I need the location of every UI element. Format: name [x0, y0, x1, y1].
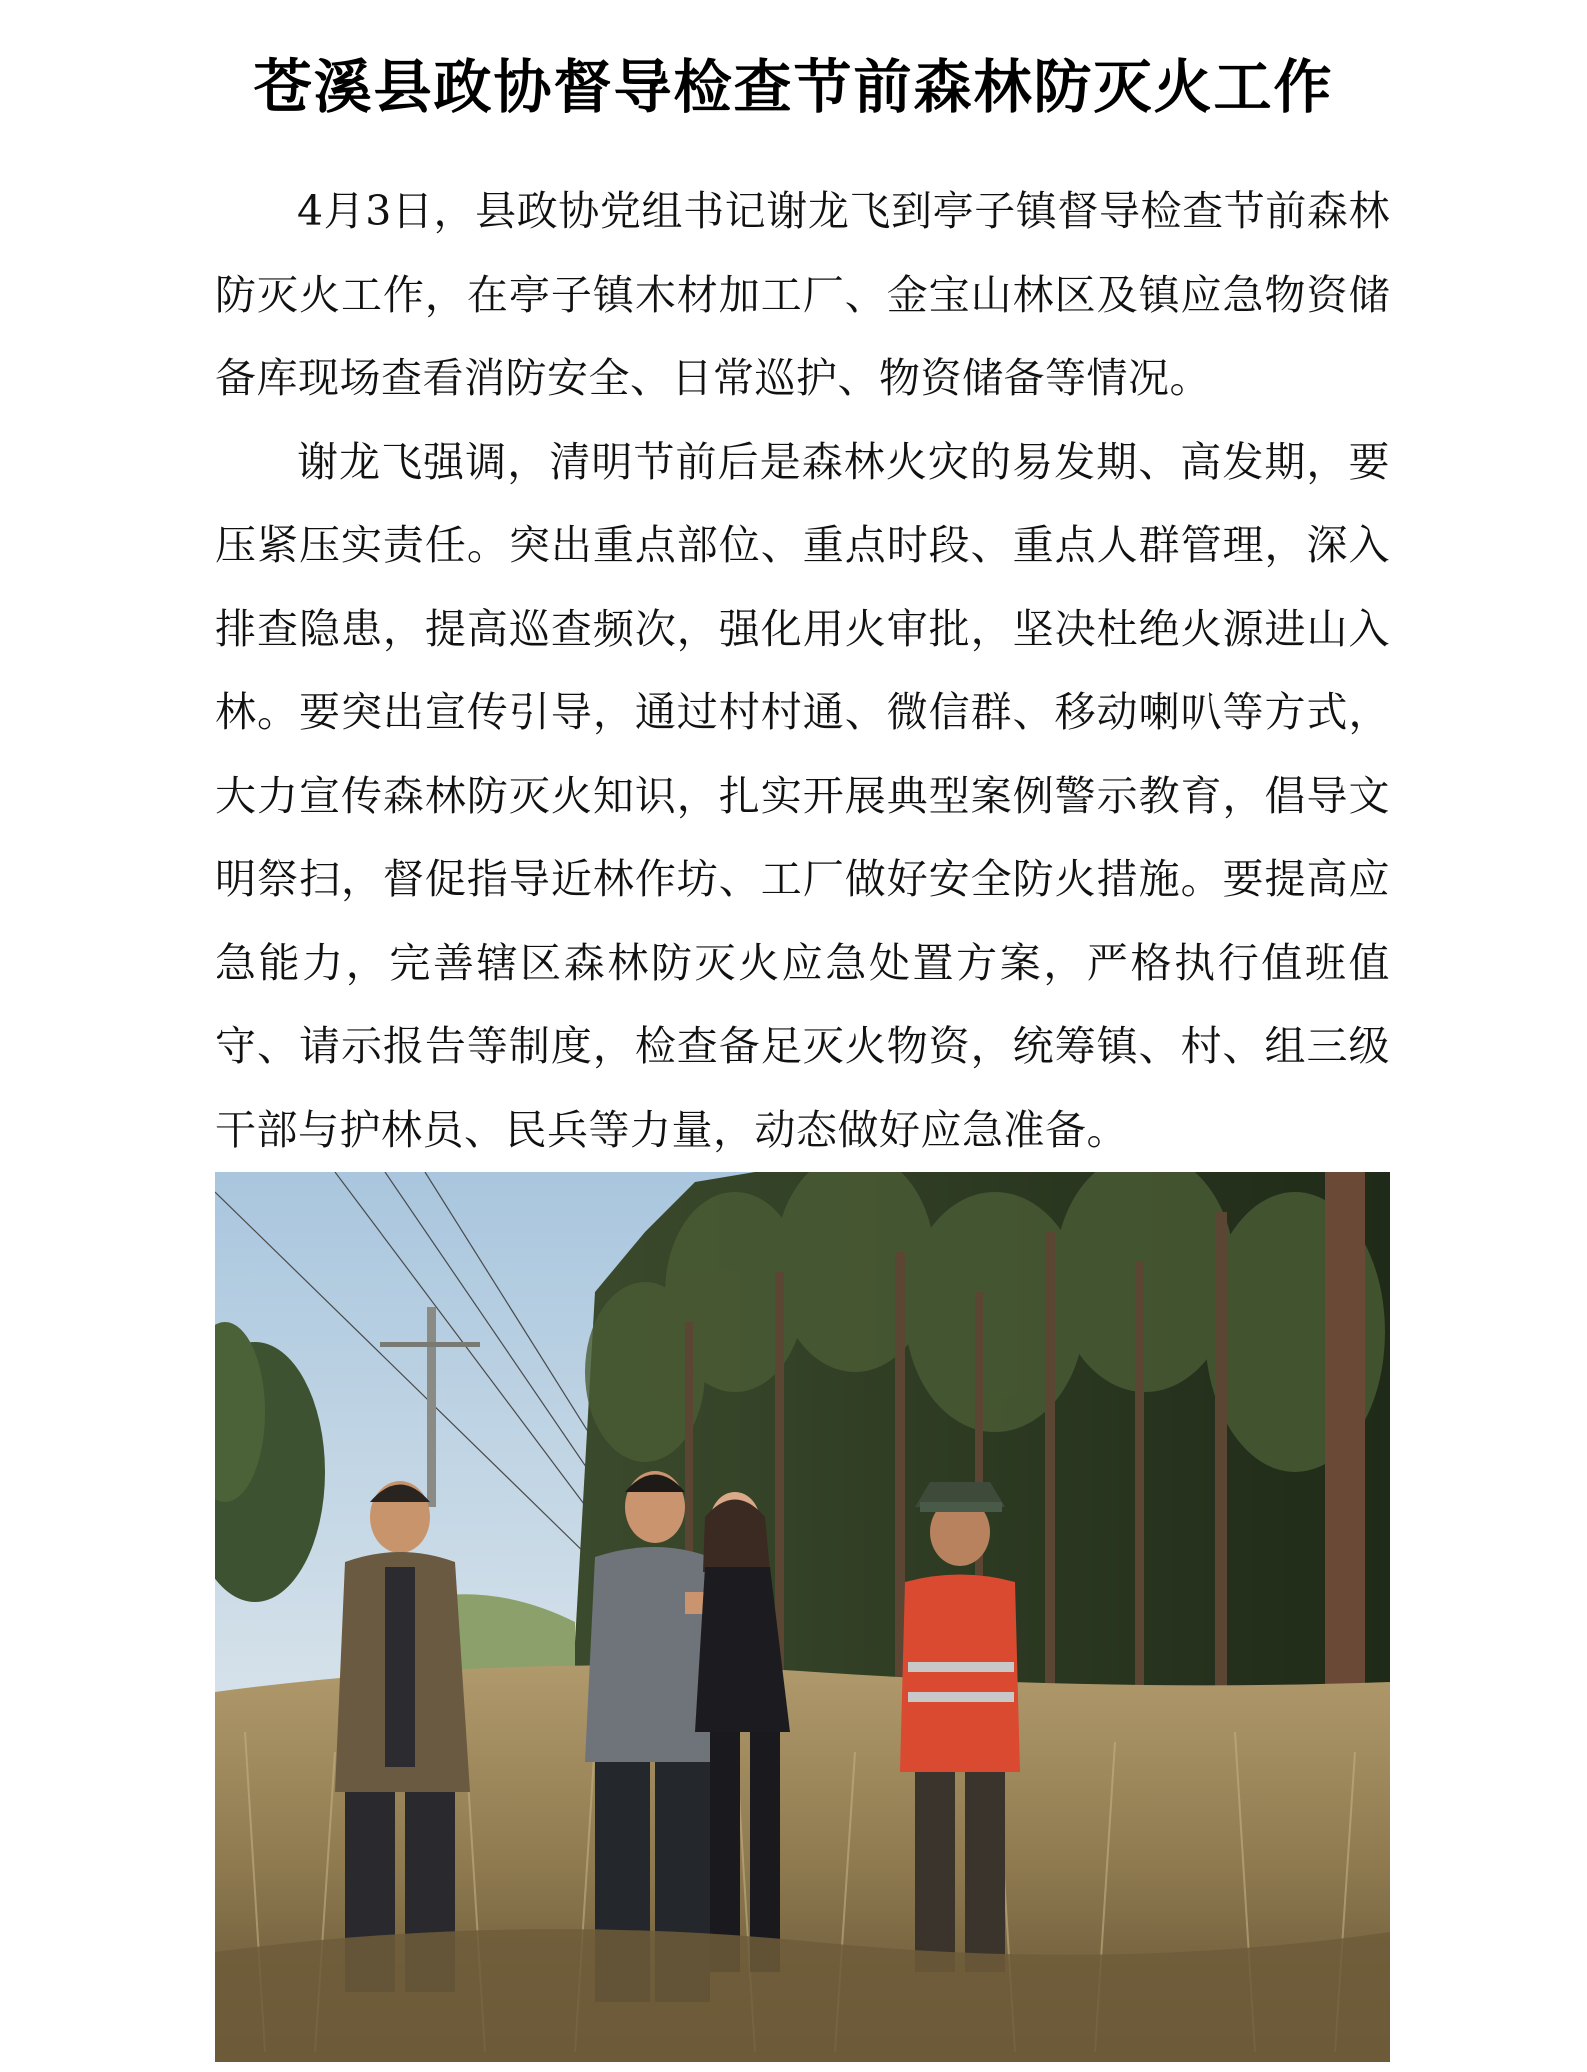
article-body — [215, 170, 1390, 1172]
inspection-photo — [215, 1172, 1390, 2062]
paragraph-1: 4月3日，县政协党组书记谢龙飞到亭子镇督导检查节前森林防灭火工作，在亭子镇木材加工厂、金宝山林区及镇应急物资储备库现场查看消防安全、日常巡护、物资储备等情况。 — [215, 187, 1390, 402]
paragraph-2: 谢龙飞强调，清明节前后是森林火灾的易发期、高发期，要压紧压实责任。突出重点部位、重点时段、重点人群管理，深入排查隐患，提高巡查频次，强化用火审批，坚决杜绝火源进山入林。要突出宣传引导，通过村村通、微信群、移动喇叭等方式，大力宣传森林防灭火知识，扎实开展典型案例警示教育，倡导文明祭扫，督促指导近林作坊、工厂做好安全防火措施。要提高应急能力，完善辖区森林防灭火应急处置方案，严格执行值班值守、请示报告等制度，检查备足灭火物资，统筹镇、村、组三级干部与护林员、民兵等力量，动态做好应急准备。 — [215, 437, 1390, 1154]
forest-inspection-image — [215, 1172, 1390, 2062]
article-title: 苍溪县政协督导检查节前森林防灭火工作 — [253, 52, 1334, 121]
